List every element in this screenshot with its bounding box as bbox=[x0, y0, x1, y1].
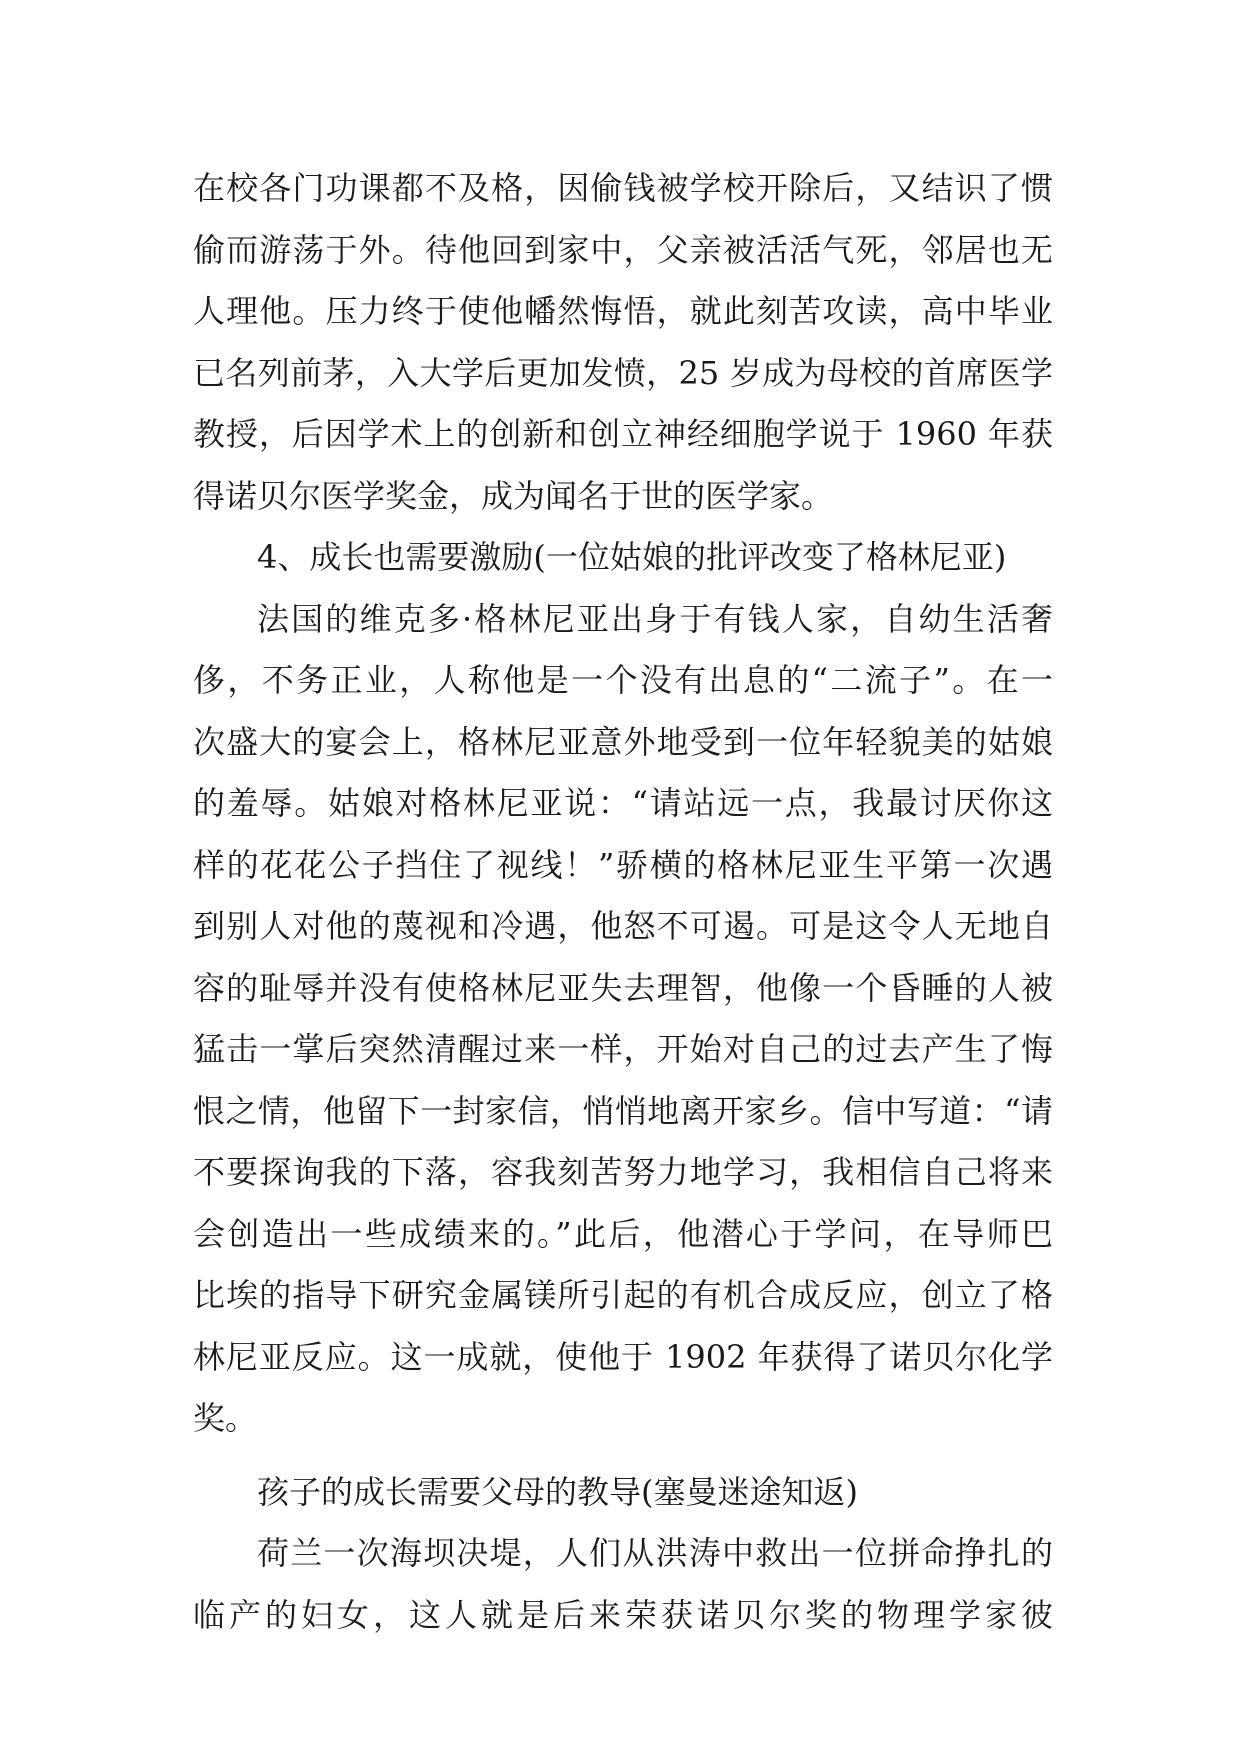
section-heading: 孩子的成长需要父母的教导(塞曼迷途知返) bbox=[257, 1472, 858, 1511]
text-line: 人理他。压力终于使他幡然悔悟，就此刻苦攻读，高中毕业 bbox=[193, 292, 1053, 330]
text-line: 荷兰一次海坝决堤，人们从洪涛中救出一位拼命挣扎的 bbox=[257, 1534, 1053, 1572]
text-line: 林尼亚反应。这一成就，使他于 1902 年获得了诺贝尔化学 bbox=[193, 1337, 1053, 1376]
text-line: 样的花花公子挡住了视线！”骄横的格林尼亚生平第一次遇 bbox=[193, 845, 1053, 884]
text-line: 已名列前茅，入大学后更加发愤，25 岁成为母校的首席医学 bbox=[193, 353, 1053, 392]
text-line: 教授，后因学术上的创新和创立神经细胞学说于 1960 年获 bbox=[193, 415, 1053, 453]
section-heading: 4、成长也需要激励(一位姑娘的批评改变了格林尼亚) bbox=[257, 538, 1007, 576]
text-line: 临产的妇女，这人就是后来荣获诺贝尔奖的物理学家彼 bbox=[193, 1595, 1053, 1634]
text-line: 恨之情，他留下一封家信，悄悄地离开家乡。信中写道：“请 bbox=[193, 1091, 1053, 1130]
text-line: 得诺贝尔医学奖金，成为闻名于世的医学家。 bbox=[193, 476, 834, 515]
text-line: 奖。 bbox=[193, 1399, 258, 1437]
text-line: 侈，不务正业，人称他是一个没有出息的“二流子”。在一 bbox=[193, 661, 1053, 699]
text-line: 到别人对他的蔑视和冷遇，他怒不可遏。可是这令人无地自 bbox=[193, 907, 1053, 945]
text-line: 不要探询我的下落，容我刻苦努力地学习，我相信自己将来 bbox=[193, 1153, 1053, 1191]
text-line: 在校各门功课都不及格，因偷钱被学校开除后，又结识了惯 bbox=[193, 169, 1053, 207]
text-line: 偷而游荡于外。待他回到家中，父亲被活活气死，邻居也无 bbox=[193, 230, 1053, 269]
text-line: 次盛大的宴会上，格林尼亚意外地受到一位年轻貌美的姑娘 bbox=[193, 722, 1053, 761]
body-text bbox=[193, 158, 1053, 1646]
text-line: 的羞辱。姑娘对格林尼亚说：“请站远一点，我最讨厌你这 bbox=[193, 784, 1053, 822]
text-line: 法国的维克多·格林尼亚出身于有钱人家，自幼生活奢 bbox=[257, 599, 1053, 638]
text-line: 比埃的指导下研究金属镁所引起的有机合成反应，创立了格 bbox=[193, 1276, 1053, 1314]
text-line: 容的耻辱并没有使格林尼亚失去理智，他像一个昏睡的人被 bbox=[193, 968, 1053, 1007]
text-line: 猛击一掌后突然清醒过来一样，开始对自己的过去产生了悔 bbox=[193, 1030, 1053, 1068]
text-line: 会创造出一些成绩来的。”此后，他潜心于学问，在导师巴 bbox=[193, 1214, 1053, 1253]
